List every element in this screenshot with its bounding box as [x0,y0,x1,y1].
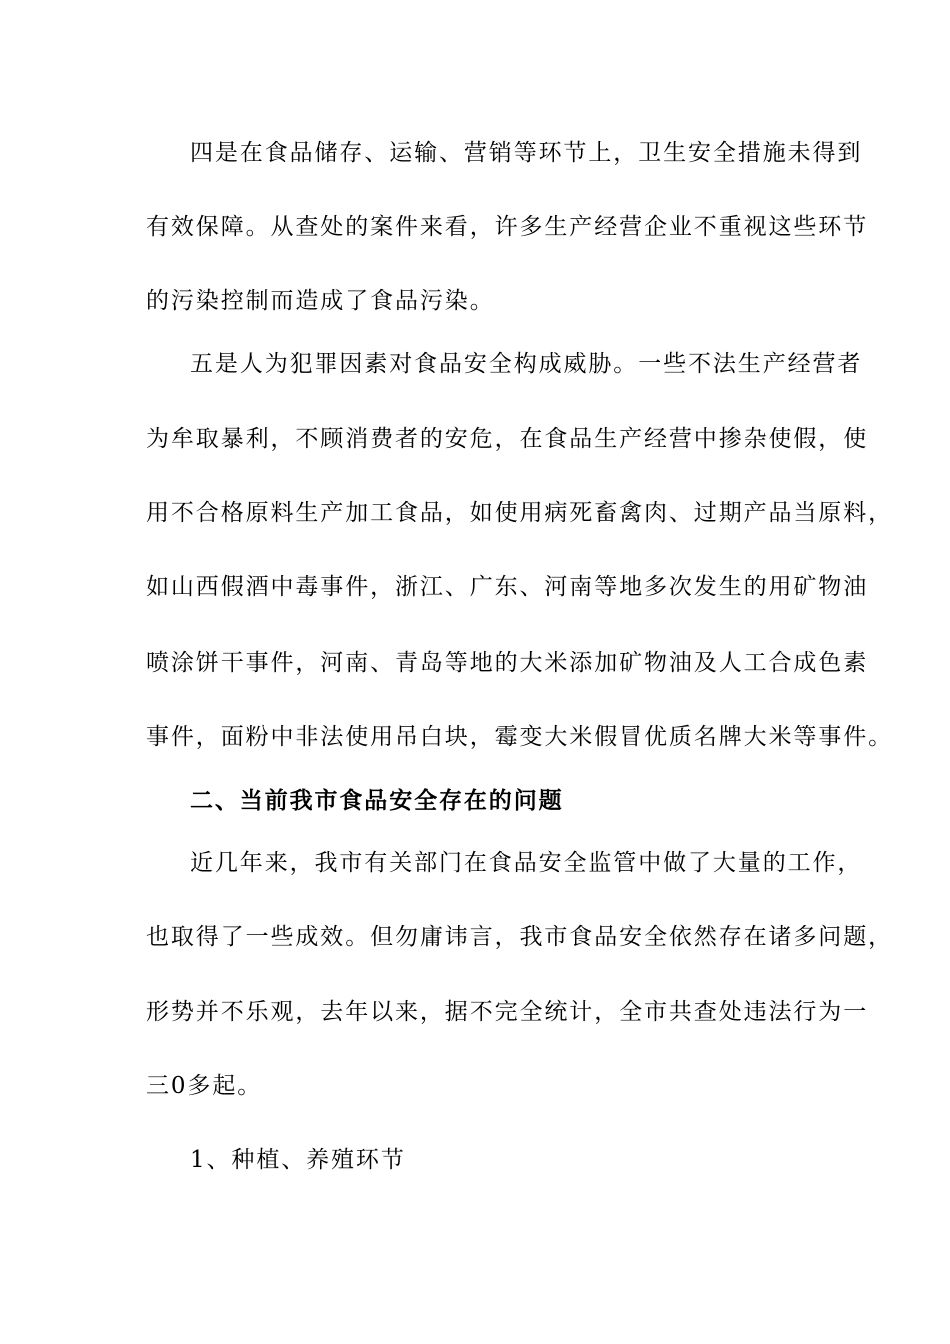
section-heading: 二、当前我市食品安全存在的问题 [190,787,564,814]
paragraph-4-line-2: 有效保障。从查处的案件来看，许多生产经营企业不重视这些环节 [146,214,869,240]
paragraph-6-line-4: 三0多起。 [146,1073,263,1099]
paragraph-4-line-1: 四是在食品储存、运输、营销等环节上，卫生安全措施未得到 [190,140,863,166]
paragraph-5-line-4: 如山西假酒中毒事件，浙江、广东、河南等地多次发生的用矿物油 [146,574,869,600]
paragraph-5-line-1: 五是人为犯罪因素对食品安全构成威胁。一些不法生产经营者 [190,351,863,377]
paragraph-6-line-2: 也取得了一些成效。但勿庸讳言，我市食品安全依然存在诸多问题， [146,924,893,950]
subsection-heading: 1、种植、养殖环节 [190,1147,406,1173]
paragraph-5-line-2: 为牟取暴利，不顾消费者的安危，在食品生产经营中掺杂使假，使 [146,426,869,452]
paragraph-6-line-3: 形势并不乐观，去年以来，据不完全统计，全市共查处违法行为一 [146,999,869,1025]
paragraph-5-line-3: 用不合格原料生产加工食品，如使用病死畜禽肉、过期产品当原料， [146,500,893,526]
paragraph-5-line-6: 事件，面粉中非法使用吊白块，霉变大米假冒优质名牌大米等事件。 [146,724,893,750]
paragraph-4-line-3: 的污染控制而造成了食品污染。 [146,288,495,314]
paragraph-5-line-5: 喷涂饼干事件，河南、青岛等地的大米添加矿物油及人工合成色素 [146,650,869,676]
paragraph-6-line-1: 近几年来，我市有关部门在食品安全监管中做了大量的工作， [190,850,863,876]
